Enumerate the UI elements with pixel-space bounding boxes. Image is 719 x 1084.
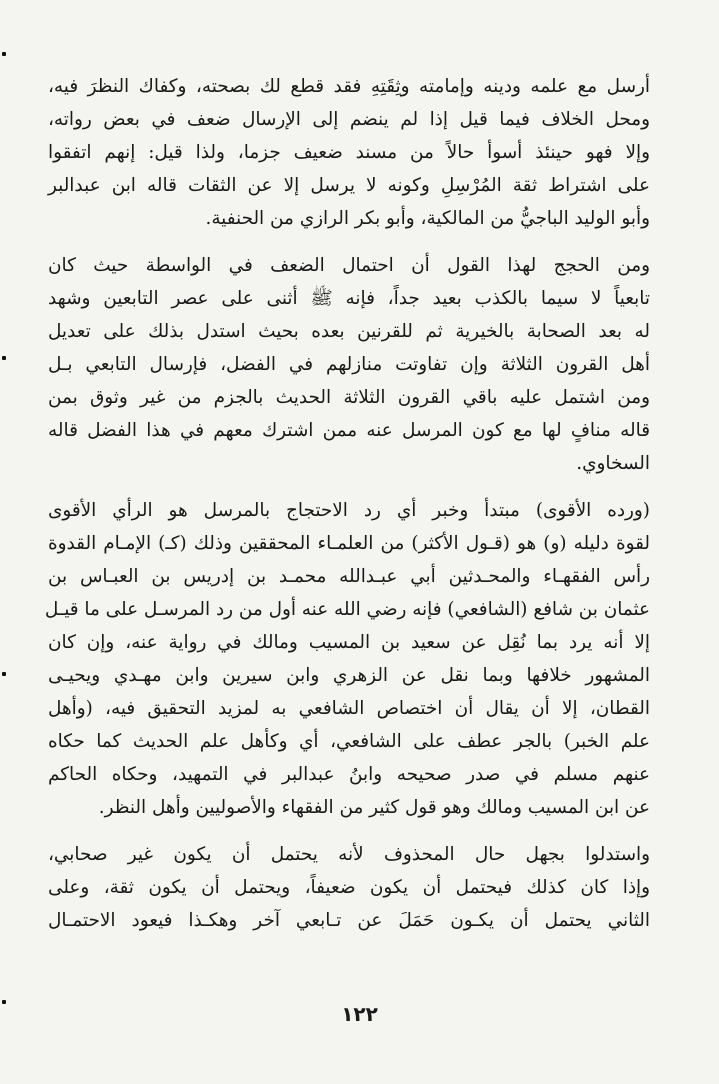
text-line: رأس الفقهـاء والمحـدثين أبي عبـدالله محمـد بن إدريس بن العبـاس بن [48, 566, 650, 587]
scan-mark [2, 356, 6, 360]
text-line: على اشتراط ثقة المُرْسِلِ وكونه لا يرسل إلا عن الثقات قاله ابن عبدالبر [48, 175, 650, 196]
text-line: عثمان بن شافع (الشافعي) فإنه رضي الله عنه أول من رد المرسـل على ما قيـل [44, 599, 650, 620]
scan-mark [2, 1000, 6, 1004]
text-line: وإلا فهو حينئذ أسوأ حالاً من مسند ضعيف جزما، ولذا قيل: إنهم اتفقوا [48, 142, 650, 163]
paragraph-4 [48, 838, 650, 937]
text-line: أرسل مع علمه ودينه وإمامته وثِقَتِهِ فقد قطع لك بصحته، وكفاك النظرَ فيه، [48, 76, 650, 97]
text-line: تابعياً لا سيما بالكذب بعيد جداً، فإنه ﷺ أثنى على عصر التابعين وشهد [48, 288, 650, 309]
text-line: عن ابن المسيب ومالك وهو قول كثير من الفقهاء والأصوليين وأهل النظر. [98, 797, 650, 818]
text-line: المشهور خلافها وبما نقل عن الزهري وابن سيرين وابن مهـدي ويحيـى [48, 665, 650, 686]
paragraph-3 [44, 494, 650, 824]
text-line: إلا أنه يرد بما نُقِل عن سعيد بن المسيب ومالك في رواية عنه، وإن كان [48, 632, 650, 653]
text-line: ومن الحجج لهذا القول أن احتمال الضعف في الواسطة حيث كان [48, 255, 650, 276]
scan-mark [2, 52, 6, 56]
text-line: (ورده الأقوى) مبتدأ وخبر أي رد الاحتجاج بالمرسل هو الرأي الأقوى [48, 500, 650, 521]
text-line: السخاوي. [576, 453, 650, 474]
paragraph-1 [48, 70, 650, 235]
text-line: وإذا كان كذلك فيحتمل أن يكون ضعيفاً، ويحتمل أن يكون ثقة، وعلى [48, 877, 650, 898]
text-line: قاله منافٍ لها مع كون المرسل عنه ممن اشترك معهم في هذا الفضل قاله [48, 420, 650, 441]
text-line: واستدلوا بجهل حال المحذوف لأنه يحتمل أن يكون غير صحابي، [48, 844, 650, 865]
text-line: ومحل الخلاف فيما قيل إذا لم ينضم إلى الإرسال ضعف في بعض رواته، [48, 109, 650, 130]
text-line: عنهم مسلم في صدر صحيحه وابنُ عبدالبر في التمهيد، وحكاه الحاكم [48, 764, 650, 785]
text-line: لقوة دليله (و) هو (قـول الأكثر) من العلمـاء المحققين وذلك (كـ) الإمـام القدوة [48, 533, 650, 554]
text-line: القطان، إلا أن يقال أن اختصاص الشافعي به لمزيد التحقيق فيه، (وأهل [48, 698, 650, 719]
paragraph-2 [48, 249, 650, 480]
text-line: علم الخبر) بالجر عطف على الشافعي، أي وكأهل علم الحديث كما حكاه [48, 731, 650, 752]
page-body [44, 70, 650, 951]
text-line: أهل القرون الثلاثة وإن تفاوتت منازلهم في الفضل، فإرسال التابعي بـل [48, 354, 650, 375]
text-line: وأبو الوليد الباجيُّ من المالكية، وأبو بكر الرازي من الحنفية. [205, 208, 650, 229]
text-line: ومن اشتمل عليه باقي القرون الثلاثة الحديث بالجزم من غير وثوق بمن [48, 387, 650, 408]
scan-mark [2, 672, 6, 676]
page-number: ١٢٢ [341, 1002, 378, 1026]
text-line: له بعد الصحابة بالخيرية ثم للقرنين بعده بحيث استدل بذلك على تعديل [48, 321, 650, 342]
text-line: الثاني يحتمل أن يكـون حَمَلَ عن تـابعي آخر وهكـذا فيعود الاحتمـال [48, 910, 650, 931]
